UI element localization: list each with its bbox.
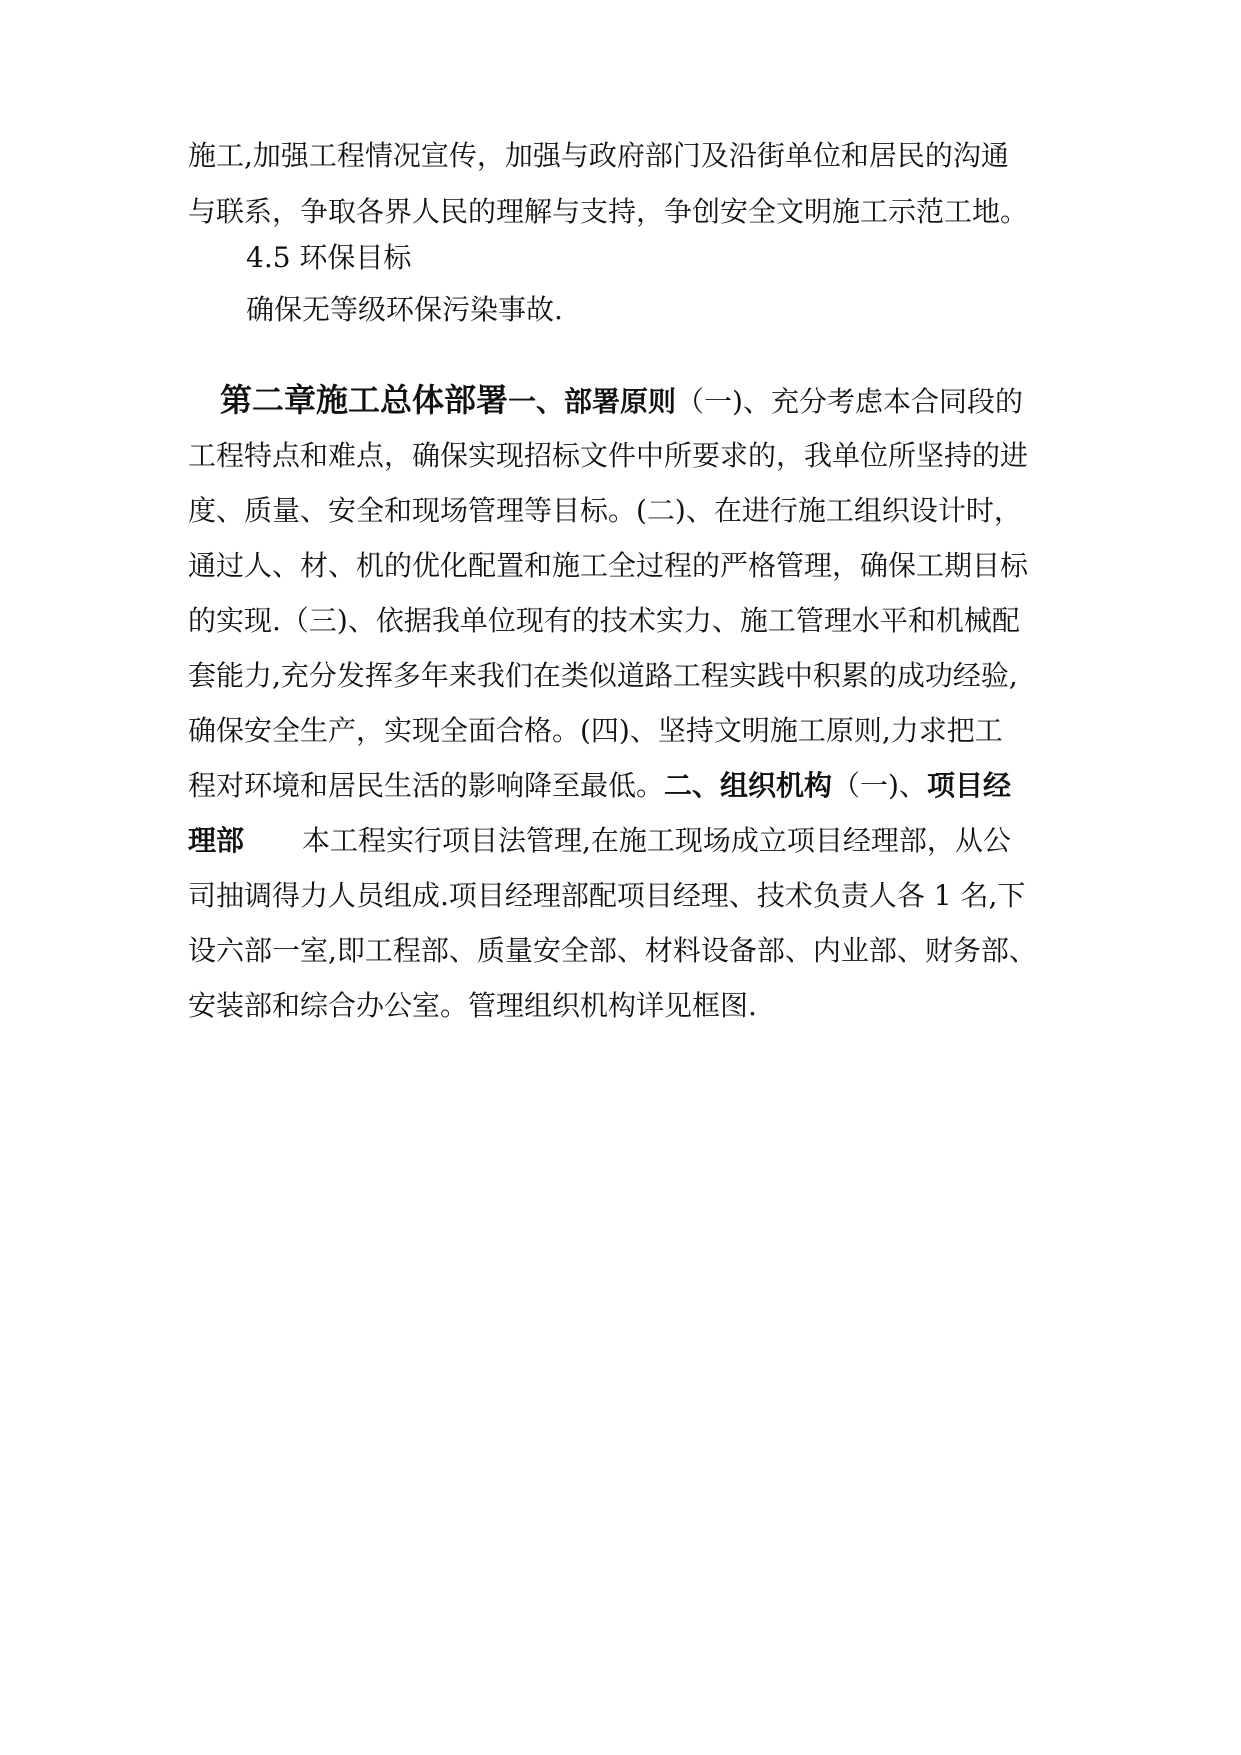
paragraph-line: 套能力,充分发挥多年来我们在类似道路工程实践中积累的成功经验, — [188, 659, 1018, 692]
paragraph-line: 的实现.（三)、依据我单位现有的技术实力、施工管理水平和机械配 — [188, 604, 1020, 637]
chapter-first-line — [220, 380, 1023, 422]
chapter-title: 第二章施工总体部署 — [220, 381, 509, 419]
paragraph-line: 司抽调得力人员组成.项目经理部配项目经理、技术负责人各 1 名,下 — [188, 879, 1026, 912]
paragraph-line: 确保无等级环保污染事故. — [246, 293, 563, 326]
section-heading: 一、部署原则 — [508, 385, 677, 418]
paragraph-line: 施工,加强工程情况宣传，加强与政府部门及沿街单位和居民的沟通 — [188, 139, 1009, 172]
paragraph-line: 工程特点和难点，确保实现招标文件中所要求的，我单位所坚持的进 — [188, 439, 1029, 472]
paragraph-line: 安装部和综合办公室。管理组织机构详见框图. — [188, 989, 757, 1022]
paragraph-line: 设六部一室,即工程部、质量安全部、材料设备部、内业部、财务部、 — [188, 934, 1037, 967]
paragraph-line: 度、质量、安全和现场管理等目标。(二)、在进行施工组织设计时， — [188, 494, 1022, 527]
section-heading: 二、组织机构 — [664, 769, 833, 802]
paragraph-line — [188, 766, 1011, 806]
paragraph-line: 通过人、材、机的优化配置和施工全过程的严格管理，确保工期目标 — [188, 549, 1029, 582]
paragraph-text: （一)、 — [832, 769, 927, 802]
paragraph-text: （一)、充分考虑本合同段的 — [676, 385, 1023, 418]
paragraph-text: 本工程实行项目法管理,在施工现场成立项目经理部，从公 — [302, 824, 1011, 857]
paragraph-text: 程对环境和居民生活的影响降至最低。 — [188, 769, 665, 802]
paragraph-line: 确保安全生产，实现全面合格。(四)、坚持文明施工原则,力求把工 — [188, 714, 1003, 747]
section-heading: 4.5 环保目标 — [246, 241, 412, 274]
sub-heading: 项目经 — [926, 769, 1011, 802]
paragraph-line — [188, 821, 1011, 861]
paragraph-line: 与联系，争取各界人民的理解与支持，争创安全文明施工示范工地。 — [188, 195, 1029, 228]
sub-heading: 理部 — [188, 824, 245, 857]
